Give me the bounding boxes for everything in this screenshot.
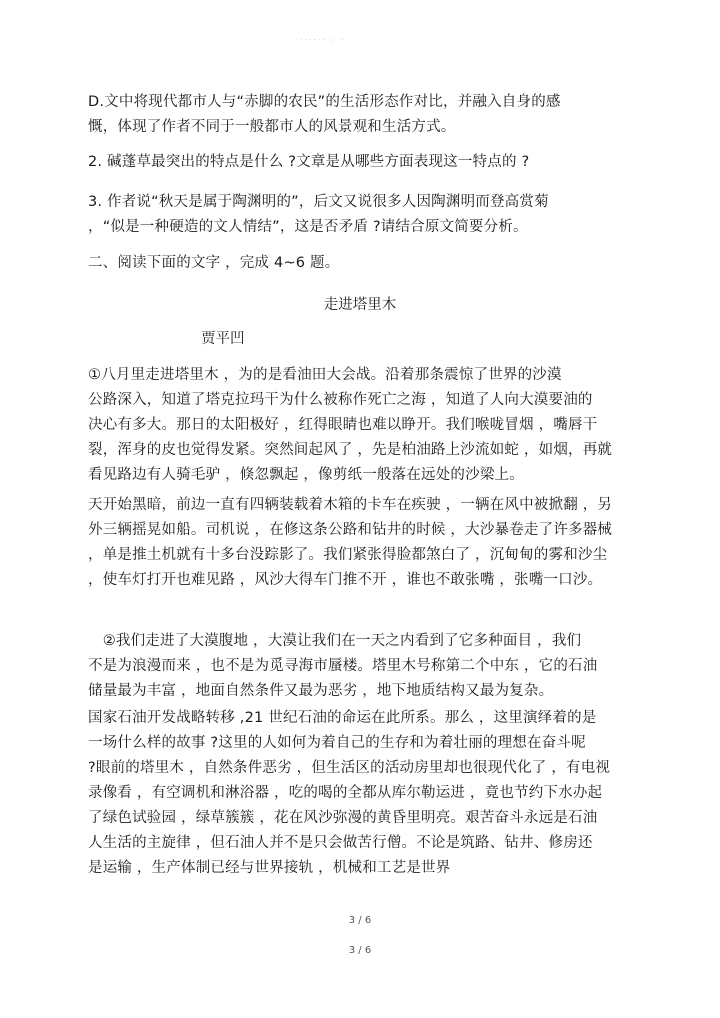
header-mark: ...... , . <box>300 33 346 42</box>
article-author: 贾平凹 <box>201 331 245 347</box>
article-paragraph-2b: 国家石油开发战略转移 ,21 世纪石油的命运在此所系。那么 ，这里演绎着的是 一场什么样的故事 ?这里的人如何为着自己的生存和为着壮丽的理想在奋斗呢 ?眼前的塔里木 ，自然条件恶劣 ，但生活区的活动房里却也很现代化了 ，有电视 录像看 ，有空调机和淋浴器 ，吃的喝的全都从库尔勒运进 ，竟也节约下水办起 了绿色试验园 ，绿草簇簇 ，花在风沙弥漫的黄昏里明亮。艰苦奋斗永远是石油 人生活的主旋律 ，但石油人并不是只会做苦行僧。不论是筑路、钻井、修房还 是运输 ，生产体制已经与世界接轨 ，机械和工艺是世界 <box>88 710 611 876</box>
question-2: 2. 碱蓬草最突出的特点是什么 ?文章是从哪些方面表现这一特点的 ? <box>88 154 530 170</box>
question-3: 3. 作者说“秋天是属于陶渊明的”，后文又说很多人因陶渊明而登高赏菊 ，“似是一种硬造的文人情结”，这是否矛盾 ?请结合原文简要分析。 <box>88 194 549 235</box>
article-paragraph-1b: 天开始黑暗，前边一直有四辆装载着木箱的卡车在疾驶 ，一辆在风中被掀翻 ，另 外三辆摇晃如船。司机说 ，在修这条公路和钻井的时候 ，大沙暴卷走了许多器械 ，单是推土机就有十多台没踪影了。我们紧张得脸都煞白了 ，沉甸甸的雾和沙尘 ，使车灯打开也难见路 ，风沙大得车门推不开 ，谁也不敢张嘴 ，张嘴一口沙。 <box>88 497 613 588</box>
page-number: 3 / 6 <box>348 915 372 926</box>
article-paragraph-1: ①八月里走进塔里木 ，为的是看油田大会战。沿着那条震惊了世界的沙漠 公路深入，知道了塔克拉玛干为什么被称作死亡之海 ，知道了人向大漠要油的 决心有多大。那日的太阳极好 ，红得眼睛也难以睁开。我们喉咙冒烟 ，嘴唇干 裂，浑身的皮也觉得发紧。突然间起风了 ，先是柏油路上沙流如蛇 ，如烟，再就 看见路边有人骑毛驴 ，倏忽飘起 ，像剪纸一般落在远处的沙梁上。 <box>88 367 613 483</box>
option-d: D.文中将现代都市人与“赤脚的农民”的生活形态作对比，并融入自身的感 慨，体现了作者不同于一般都市人的风景观和生活方式。 <box>88 94 561 135</box>
article-title: 走进塔里木 <box>323 297 397 313</box>
page-number-duplicate: 3 / 6 <box>348 945 372 956</box>
article-paragraph-2: ②我们走进了大漠腹地 ，大漠让我们在一天之内看到了它多种面目 ，我们 不是为浪漫而来 ，也不是为觅寻海市蜃楼。塔里木号称第二个中东 ，它的石油 储量最为丰富 ，地面自然条件又最为恶劣 ，地下地质结构又最为复杂。 <box>88 633 598 699</box>
section-heading: 二、阅读下面的文字 ，完成 4~6 题。 <box>88 255 340 271</box>
